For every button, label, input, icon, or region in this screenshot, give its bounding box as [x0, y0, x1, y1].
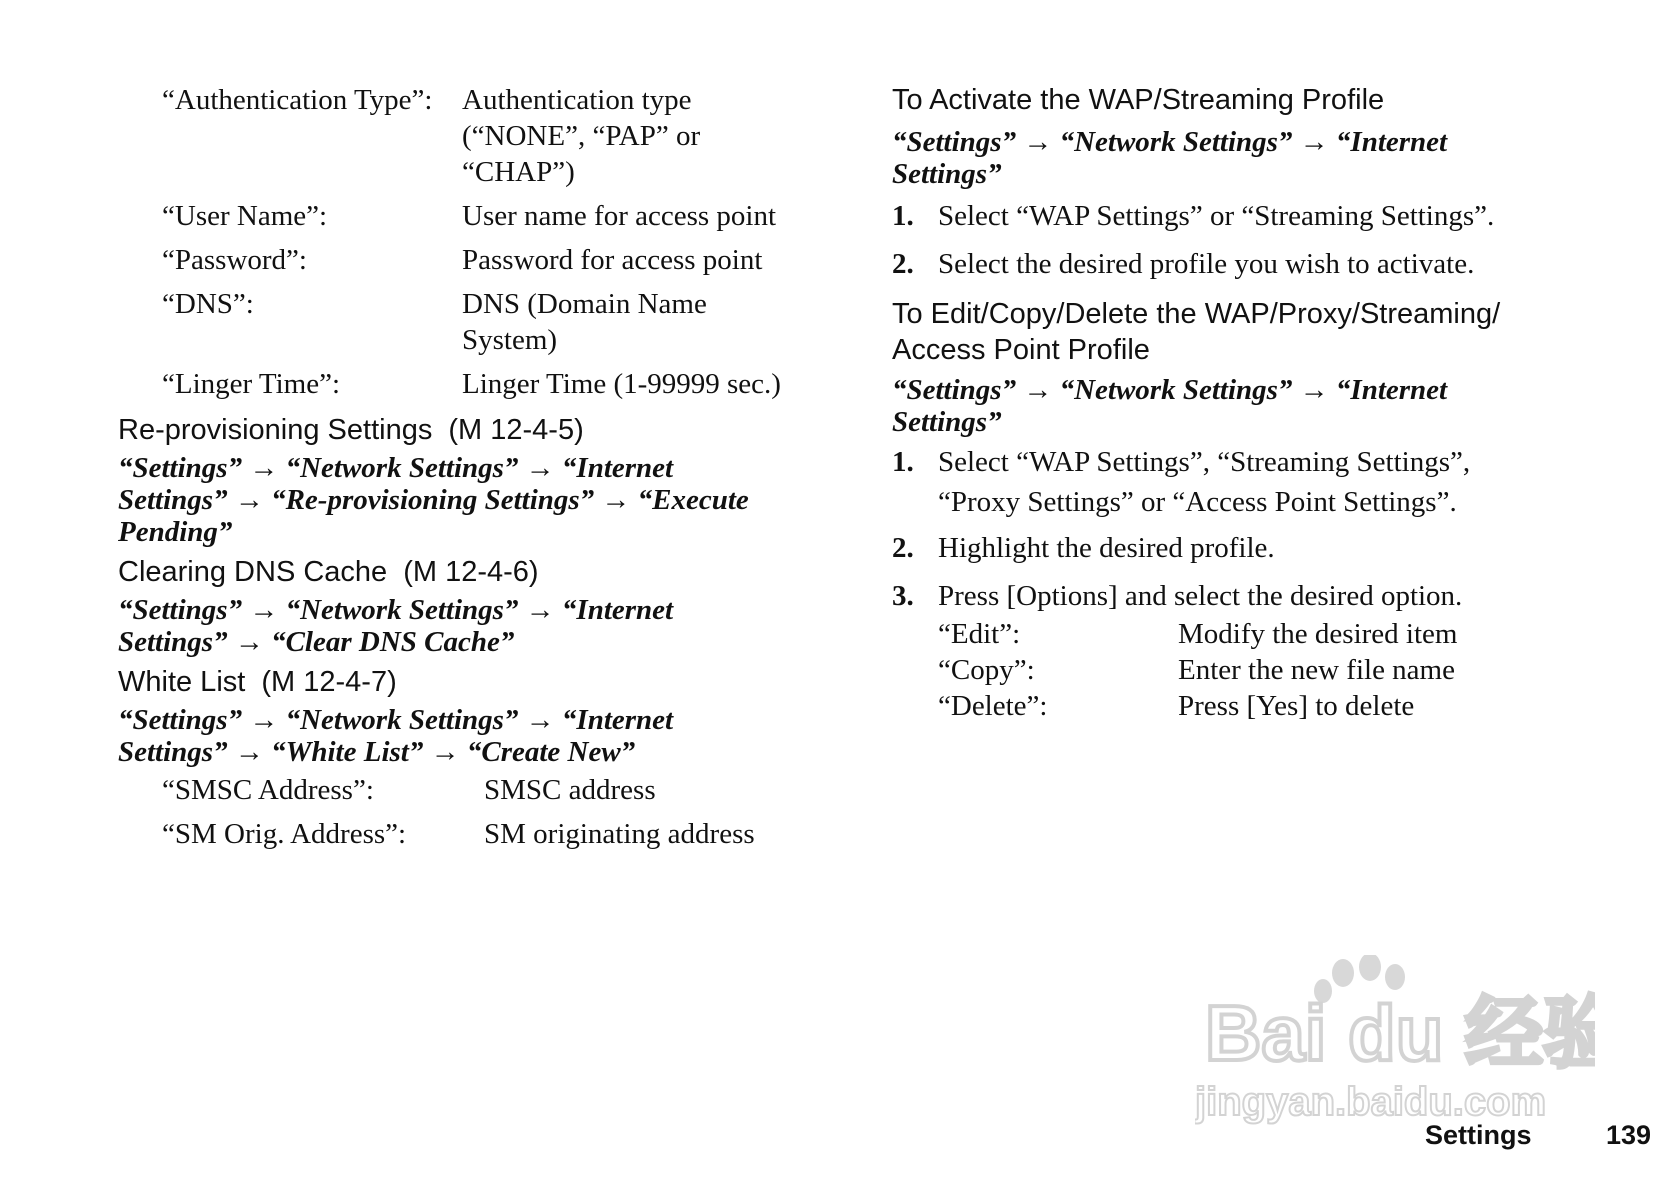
field-value: SM originating address: [484, 818, 755, 850]
field-value: Linger Time (1-99999 sec.): [462, 368, 781, 400]
option-value: Modify the desired item: [1178, 618, 1458, 650]
step-text: Highlight the desired profile.: [938, 532, 1275, 564]
list-item: [892, 244, 1592, 284]
baidu-jingyan-watermark: [1195, 955, 1595, 1135]
option-key: “Delete”:: [938, 690, 1048, 722]
menu-path: “Settings” → “Network Settings” → “Internet Settings” → “White List” → “Create New”: [118, 704, 674, 768]
auth-fields: [162, 82, 838, 402]
option-list: [938, 616, 1592, 724]
field-key: “Linger Time”:: [162, 368, 341, 400]
section-heading: Re-provisioning Settings (M 12-4-5): [118, 414, 584, 446]
section-activate-profile: [892, 82, 1592, 284]
field-value: Authentication type (“NONE”, “PAP” or “CHAP”): [462, 84, 701, 188]
section-clear-dns: [118, 554, 838, 658]
field-key: “DNS”:: [162, 288, 254, 320]
section-reprovisioning: [118, 412, 838, 548]
section-heading: To Activate the WAP/Streaming Profile: [892, 84, 1385, 116]
menu-code: (M 12-4-6): [403, 556, 539, 588]
menu-path: “Settings” → “Network Settings” → “Internet Settings” → “Clear DNS Cache”: [118, 594, 674, 658]
field-key: “User Name”:: [162, 200, 328, 232]
option-key: “Copy”:: [938, 654, 1035, 686]
watermark-brand: Bai du 经验: [1205, 989, 1595, 1077]
step-number: 3.: [892, 580, 914, 612]
step-number: 1.: [892, 446, 914, 478]
field-key: “Authentication Type”:: [162, 84, 433, 116]
white-list-fields: [162, 772, 838, 852]
option-key: “Edit”:: [938, 618, 1021, 650]
step-list: [892, 442, 1592, 616]
paw-logo-icon: [1195, 955, 1595, 1135]
left-column: [118, 82, 838, 852]
section-heading: Clearing DNS Cache (M 12-4-6): [118, 556, 539, 588]
step-text: Select “WAP Settings”, “Streaming Settings”, “Proxy Settings” or “Access Point Settings”.: [938, 446, 1471, 518]
menu-path: “Settings” → “Network Settings” → “Internet Settings” → “Re-provisioning Settings” → “Execute Pending”: [118, 452, 749, 548]
list-item: [892, 576, 1592, 616]
section-white-list: [118, 664, 838, 852]
step-number: 1.: [892, 200, 914, 232]
step-text: Press [Options] and select the desired option.: [938, 580, 1463, 612]
step-number: 2.: [892, 532, 914, 564]
list-item: [892, 196, 1592, 236]
field-key: “SMSC Address”:: [162, 774, 374, 806]
watermark-url: jingyan.baidu.com: [1195, 1080, 1547, 1124]
step-text: Select the desired profile you wish to activate.: [938, 248, 1475, 280]
menu-code: (M 12-4-5): [448, 414, 584, 446]
field-value: Password for access point: [462, 244, 763, 276]
field-value: DNS (Domain Name System): [462, 288, 707, 356]
field-value: User name for access point: [462, 200, 777, 232]
menu-path: “Settings” → “Network Settings” → “Internet Settings”: [892, 374, 1448, 438]
option-value: Enter the new file name: [1178, 654, 1455, 686]
section-heading: White List (M 12-4-7): [118, 666, 397, 698]
section-edit-profile: [892, 296, 1592, 724]
menu-code: (M 12-4-7): [261, 666, 397, 698]
page-number: 139: [1606, 1120, 1652, 1150]
step-text: Select “WAP Settings” or “Streaming Settings”.: [938, 200, 1495, 232]
field-key: “SM Orig. Address”:: [162, 818, 407, 850]
step-list: [892, 196, 1592, 284]
list-item: [892, 442, 1592, 522]
menu-path: “Settings” → “Network Settings” → “Internet Settings”: [892, 126, 1448, 190]
list-item: [892, 528, 1592, 568]
field-key: “Password”:: [162, 244, 307, 276]
right-column: [892, 82, 1592, 724]
footer-section: Settings: [1425, 1120, 1532, 1150]
section-heading: To Edit/Copy/Delete the WAP/Proxy/Streaming/ Access Point Profile: [892, 298, 1501, 366]
field-value: SMSC address: [484, 774, 656, 806]
step-number: 2.: [892, 248, 914, 280]
option-value: Press [Yes] to delete: [1178, 690, 1415, 722]
